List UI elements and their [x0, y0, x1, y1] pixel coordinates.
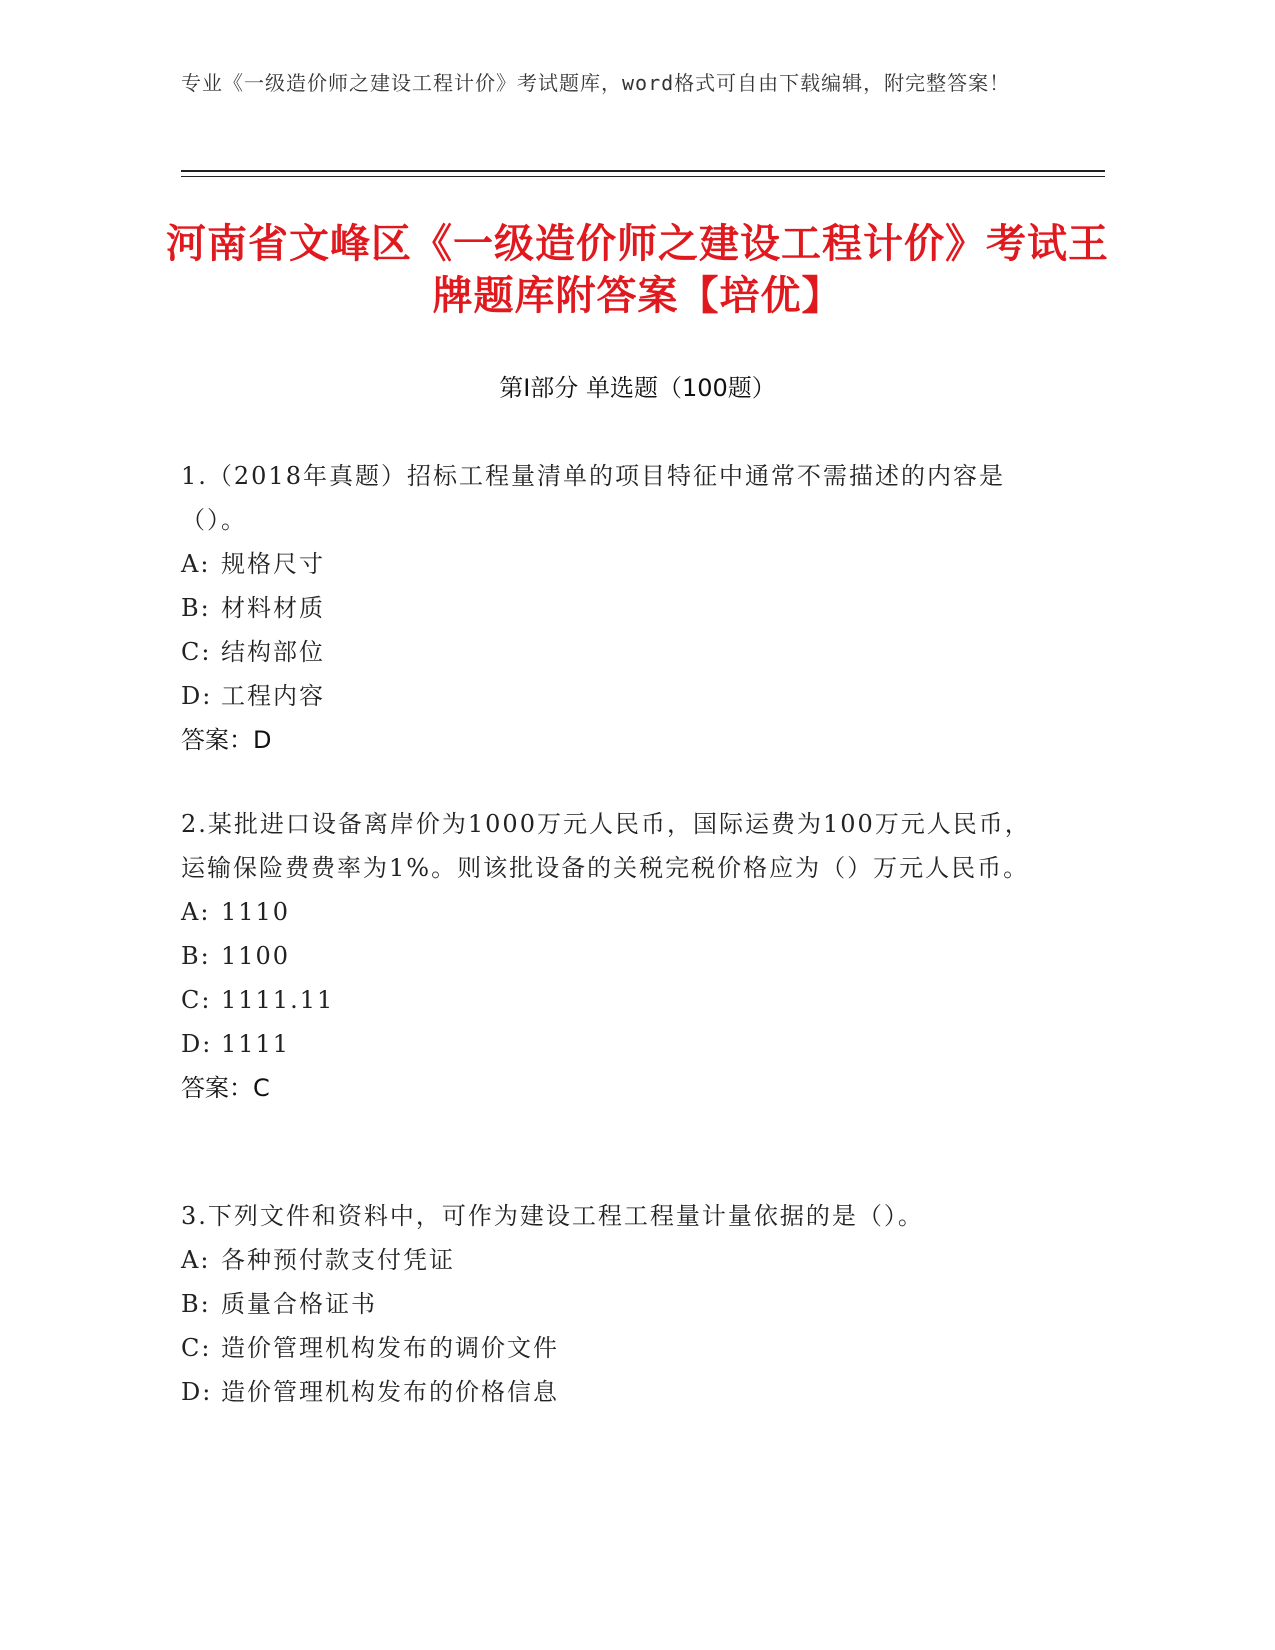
option-c [181, 1326, 1041, 1370]
option-d [181, 1022, 1041, 1066]
question-1 [181, 454, 1041, 762]
option-a [181, 542, 1041, 586]
header-rule-thick [181, 170, 1105, 172]
option-key: C: [181, 638, 212, 666]
option-key: C: [181, 986, 212, 1014]
option-text: 质量合格证书 [221, 1290, 377, 1318]
option-text: 造价管理机构发布的调价文件 [221, 1334, 559, 1362]
question-2 [181, 802, 1041, 1110]
option-b [181, 586, 1041, 630]
option-text: 工程内容 [221, 682, 325, 710]
option-b [181, 1282, 1041, 1326]
option-key: D: [181, 682, 213, 710]
option-text: 1100 [221, 942, 291, 970]
document-title: 河南省文峰区《一级造价师之建设工程计价》考试王牌题库附答案【培优】 [166, 221, 1109, 319]
question-3 [181, 1194, 1041, 1414]
option-key: A: [181, 898, 211, 926]
option-a [181, 1238, 1041, 1282]
option-a [181, 890, 1041, 934]
option-key: A: [181, 550, 211, 578]
question-stem: 2.某批进口设备离岸价为1000万元人民币，国际运费为100万元人民币，运输保险费费率为1%。则该批设备的关税完税价格应为（）万元人民币。 [181, 810, 1031, 882]
option-d [181, 1370, 1041, 1414]
option-c [181, 978, 1041, 1022]
option-text: 结构部位 [221, 638, 325, 666]
option-d [181, 674, 1041, 718]
option-b [181, 934, 1041, 978]
header-note: 专业《一级造价师之建设工程计价》考试题库，word格式可自由下载编辑，附完整答案！ [181, 71, 1011, 95]
option-text: 造价管理机构发布的价格信息 [221, 1378, 559, 1406]
answer: 答案：C [181, 1074, 270, 1102]
option-text: 1110 [221, 898, 291, 926]
option-key: B: [181, 594, 211, 622]
option-key: B: [181, 942, 211, 970]
option-text: 规格尺寸 [221, 550, 325, 578]
question-stem: 1.（2018年真题）招标工程量清单的项目特征中通常不需描述的内容是（）。 [181, 462, 1005, 534]
question-stem: 3.下列文件和资料中，可作为建设工程工程量计量依据的是（）。 [181, 1202, 924, 1230]
option-key: A: [181, 1246, 211, 1274]
answer: 答案：D [181, 726, 272, 754]
header-rule-thin [181, 176, 1105, 177]
option-key: C: [181, 1334, 212, 1362]
option-key: D: [181, 1030, 213, 1058]
option-text: 1111.11 [221, 986, 335, 1014]
option-key: B: [181, 1290, 211, 1318]
option-key: D: [181, 1378, 213, 1406]
option-text: 材料材质 [221, 594, 325, 622]
option-text: 各种预付款支付凭证 [221, 1246, 455, 1274]
option-text: 1111 [221, 1030, 291, 1058]
section-title: 第Ⅰ部分 单选题（100题） [499, 374, 776, 402]
option-c [181, 630, 1041, 674]
